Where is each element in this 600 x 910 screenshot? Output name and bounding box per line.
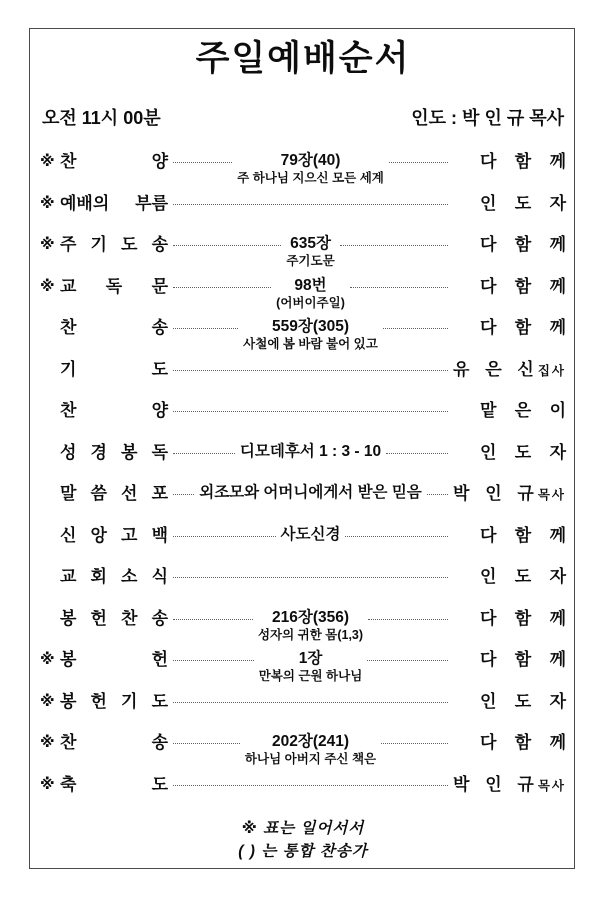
assigned-party	[453, 649, 566, 670]
dotted-leader	[427, 483, 448, 495]
star-marker: ※	[40, 194, 55, 212]
dotted-leader	[173, 774, 448, 786]
order-row	[40, 359, 566, 380]
assigned-party	[453, 608, 566, 629]
dotted-leader	[389, 151, 448, 163]
dotted-leader	[368, 608, 448, 620]
bulletin-sheet	[29, 28, 575, 869]
assigned-party	[453, 691, 566, 712]
dotted-leader	[173, 359, 448, 371]
hymn-number: 1장	[298, 650, 323, 667]
page-title: 주일예배순서	[195, 39, 411, 78]
assigned-party-name: 다 함 께	[480, 235, 566, 254]
star-marker: ※	[40, 692, 55, 710]
order-row	[40, 317, 566, 351]
order-item-label: 말 씀 선 포	[60, 484, 168, 503]
footer-note-hymnal: ( ) 는 통합 찬송가	[238, 842, 368, 860]
hymn-number: 216장(356)	[271, 608, 350, 626]
order-row	[40, 193, 566, 214]
star-marker: ※	[40, 775, 55, 793]
order-item-label: 찬 양	[60, 401, 168, 420]
assigned-party	[453, 774, 566, 797]
hymn-number: 98번	[294, 276, 327, 294]
assigned-party	[453, 483, 566, 506]
hymn-number: 559장(305)	[271, 318, 350, 335]
dotted-leader	[386, 442, 448, 454]
hymn-title: 주 하나님 지으신 모든 세계	[237, 171, 384, 185]
hymn-title: 하나님 아버지 주신 책은	[244, 752, 377, 766]
hymn-number: 79장(40)	[280, 152, 341, 169]
assigned-party	[453, 442, 566, 463]
assigned-party-name: 박 인 규	[453, 774, 534, 794]
dotted-leader	[350, 276, 448, 288]
dotted-leader	[173, 193, 448, 205]
dotted-leader	[173, 483, 194, 495]
assigned-party	[453, 193, 566, 214]
dotted-leader	[173, 234, 281, 246]
dotted-leader	[173, 525, 276, 537]
dotted-leader	[173, 732, 240, 744]
star-marker: ※	[40, 651, 55, 668]
star-marker: ※	[40, 236, 55, 253]
assigned-party-name: 인 도 자	[480, 567, 566, 586]
assigned-party-name: 다 함 께	[480, 608, 567, 628]
hymn-number: 635장	[290, 235, 331, 252]
dotted-leader	[367, 649, 448, 661]
order-row	[40, 732, 567, 766]
order-row	[40, 151, 566, 185]
order-item-label: 주 기 도 송	[60, 235, 168, 254]
hymn-title: 만복의 근원 하나님	[258, 669, 363, 683]
footer-note-standing: ※ 표는 일어서서	[241, 819, 365, 837]
order-item-label: 신 앙 고 백	[60, 525, 168, 545]
dotted-leader	[173, 317, 238, 329]
footer-notes	[40, 817, 566, 863]
assigned-party-name: 맡 은 이	[480, 401, 566, 420]
order-item-label: 찬 양	[60, 152, 168, 171]
order-item-label: 성 경 봉 독	[60, 442, 168, 462]
order-item-detail	[199, 483, 422, 503]
order-row	[40, 608, 567, 642]
assigned-party-name: 유 은 신	[453, 359, 534, 379]
order-item-detail	[276, 276, 345, 311]
assigned-party-name: 다 함 께	[480, 152, 566, 171]
assigned-party-name: 인 도 자	[480, 691, 566, 711]
dotted-leader	[345, 525, 448, 537]
order-row	[40, 691, 566, 712]
hymn-title: (어버이주일)	[276, 295, 345, 310]
service-time: 오전 11시 00분	[42, 108, 161, 128]
dotted-leader	[173, 400, 448, 412]
hymn-number: 사도신경	[280, 525, 341, 543]
assigned-party-name: 인 도 자	[480, 193, 566, 213]
star-marker: ※	[40, 734, 55, 751]
order-row	[40, 442, 566, 463]
order-item-label: 봉 헌 찬 송	[60, 608, 168, 628]
order-item-detail	[240, 442, 381, 462]
assigned-party-name: 다 함 께	[480, 650, 567, 669]
order-item-detail	[286, 234, 334, 269]
assigned-party-role: 목사	[537, 778, 566, 793]
assigned-party-name: 다 함 께	[480, 276, 567, 296]
hymn-title: 주기도문	[286, 254, 335, 268]
dotted-leader	[173, 608, 253, 620]
assigned-party	[453, 566, 566, 587]
assigned-party	[453, 276, 566, 297]
order-row	[40, 483, 566, 504]
order-item-detail	[245, 732, 376, 767]
dotted-leader	[383, 317, 448, 329]
order-row	[40, 234, 566, 268]
order-item-label: 찬 송	[60, 733, 168, 752]
order-row	[40, 566, 566, 587]
assigned-party-name: 다 함 께	[480, 318, 566, 337]
service-header	[40, 108, 566, 128]
order-item-label: 축 도	[60, 774, 168, 794]
order-row	[40, 649, 567, 683]
order-row	[40, 525, 566, 546]
assigned-party-name: 다 함 께	[480, 733, 567, 752]
assigned-party	[453, 234, 566, 255]
hymn-title: 사철에 봄 바람 불어 있고	[243, 337, 378, 351]
order-item-label: 봉 헌	[60, 650, 168, 669]
dotted-leader	[173, 276, 271, 288]
order-item-label: 찬 송	[60, 318, 168, 337]
order-item-detail	[259, 649, 363, 684]
hymn-title: 성자의 귀한 몸(1,3)	[257, 627, 364, 642]
assigned-party	[453, 525, 566, 546]
assigned-party-name: 박 인 규	[453, 484, 534, 503]
dotted-leader	[173, 649, 254, 661]
assigned-party	[453, 732, 566, 753]
assigned-party-name: 인 도 자	[480, 442, 567, 462]
order-row	[40, 400, 566, 421]
star-marker: ※	[40, 153, 55, 170]
order-item-detail	[243, 317, 378, 352]
dotted-leader	[173, 566, 448, 578]
assigned-party-role: 목사	[537, 488, 567, 502]
order-item-label: 교 회 소 식	[60, 567, 168, 586]
dotted-leader	[173, 151, 232, 163]
assigned-party	[453, 400, 566, 421]
order-item-label: 교 독 문	[60, 276, 168, 296]
hymn-number: 외조모와 어머니에게서 받은 믿음	[199, 484, 422, 501]
hymn-number: 디모데후서 1 : 3 - 10	[239, 442, 382, 460]
order-item-detail	[258, 608, 363, 643]
order-item-label: 기 도	[60, 359, 168, 379]
assigned-party	[453, 359, 566, 382]
service-leader: 인도 : 박 인 규 목사	[411, 108, 564, 128]
assigned-party	[453, 317, 566, 338]
order-item-label: 예배의 부름	[60, 193, 168, 213]
order-item-detail	[281, 525, 341, 545]
dotted-leader	[173, 691, 448, 703]
assigned-party-name: 다 함 께	[480, 525, 566, 545]
order-item-detail	[237, 151, 384, 186]
order-item-label: 봉 헌 기 도	[60, 691, 168, 711]
order-row	[40, 774, 566, 795]
star-marker: ※	[40, 277, 55, 295]
dotted-leader	[340, 234, 448, 246]
hymn-number: 202장(241)	[271, 733, 350, 750]
assigned-party	[453, 151, 566, 172]
dotted-leader	[381, 732, 448, 744]
order-of-worship-list	[40, 151, 566, 795]
order-row	[40, 276, 567, 310]
assigned-party-role: 집사	[537, 363, 566, 378]
dotted-leader	[173, 442, 235, 454]
